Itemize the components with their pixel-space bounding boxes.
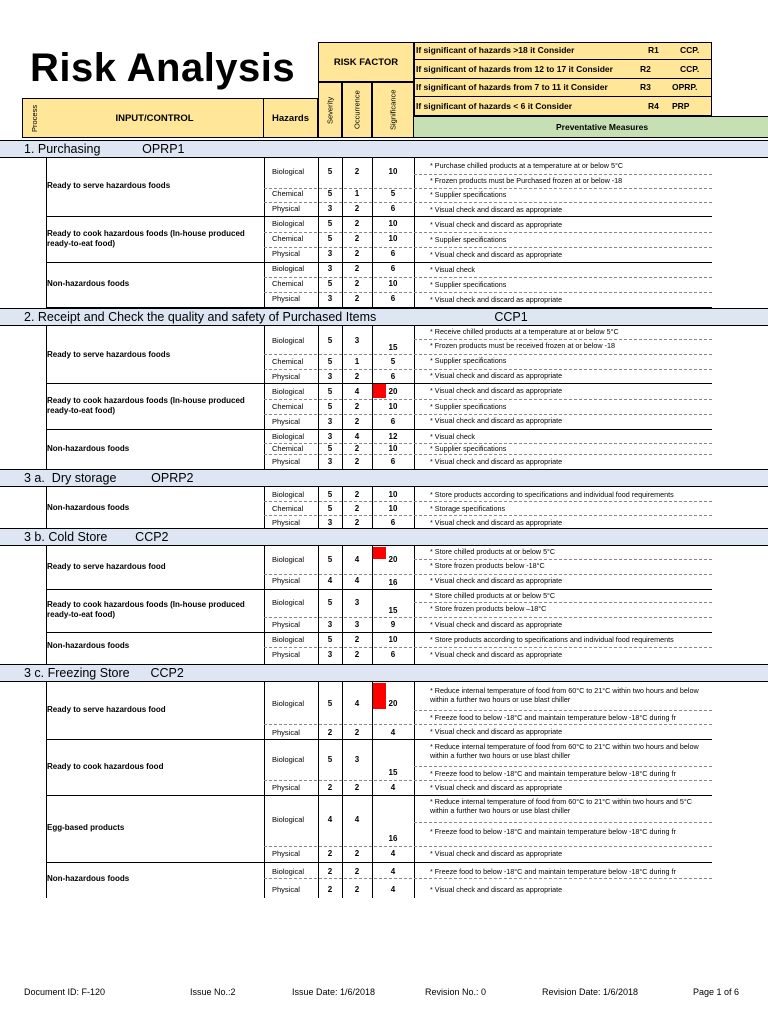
measure-text: * Store frozen products below -18°C [430, 561, 545, 570]
col-hazards: Hazards [264, 98, 318, 138]
severity-value: 3 [327, 518, 333, 527]
hazard-label: Physical [272, 620, 300, 629]
measure-text: * Reduce internal temperature of food from 60°C to 21°C within two hours and 5°C within a further two hours or use blast chiller [430, 797, 692, 815]
rule-text: If significant of hazards from 12 to 17 it Consider [416, 64, 613, 74]
rule-row-2 [414, 60, 712, 79]
measure-text: * Visual check and discard as appropriate [430, 783, 563, 792]
col-occurrence: Occurrence [342, 82, 372, 138]
occurrence-value: 2 [354, 372, 360, 381]
row-divider [264, 501, 712, 502]
significance-value: 20 [388, 699, 398, 708]
group-divider [46, 589, 712, 590]
hazard-label: Physical [272, 417, 300, 426]
significance-value: 10 [388, 219, 398, 228]
hazard-label: Biological [272, 336, 305, 345]
severity-value: 2 [327, 849, 333, 858]
occurrence-value: 4 [354, 699, 360, 708]
measure-text: * Freeze food to below -18°C and maintain temperature below -18°C during fr [430, 769, 676, 778]
preventative-header: Preventative Measures [414, 116, 768, 138]
occurrence-value: 2 [354, 650, 360, 659]
measure-text: * Freeze food to below -18°C and maintain temperature below -18°C during fr [430, 827, 676, 836]
hazard-label: Physical [272, 885, 300, 894]
rule-type: PRP [672, 101, 690, 111]
section-title-dry-storage: 3 a. Dry storage OPRP2 [24, 471, 194, 485]
occurrence-value: 2 [354, 294, 360, 303]
group-label: Non-hazardous foods [47, 503, 130, 512]
significance-value: 6 [390, 518, 396, 527]
row-divider [264, 454, 712, 455]
occurrence-value: 4 [354, 815, 360, 824]
occurrence-value: 2 [354, 518, 360, 527]
row-divider [264, 292, 712, 293]
group-label: Ready to cook hazardous foods (In-house produced ready-to-eat food) [47, 396, 245, 415]
measure-text: * Purchase chilled products at a temperature at or below 5°C [430, 161, 624, 170]
rule-text: If significant of hazards >18 it Consider [416, 45, 575, 55]
section-bottom [46, 307, 712, 308]
group-label: Ready to cook hazardous foods (In-house produced ready-to-eat food) [47, 229, 245, 248]
hazard-label: Biological [272, 387, 305, 396]
severity-value: 5 [327, 504, 333, 513]
footer-revision-date: Revision Date: 1/6/2018 [542, 987, 639, 997]
group-divider [46, 862, 712, 863]
measure-text: * Frozen products must be received frozen at or below -18 [430, 341, 615, 350]
group-divider [46, 795, 712, 796]
group-label: Non-hazardous foods [47, 279, 130, 288]
severity-value: 3 [327, 264, 333, 273]
group-divider [46, 739, 712, 740]
measure-text: * Visual check and discard as appropriate [430, 885, 563, 894]
severity-value: 5 [327, 755, 333, 764]
section-3b-body [0, 546, 768, 664]
severity-value: 3 [327, 372, 333, 381]
group-divider [46, 632, 712, 633]
rule-code: R3 [640, 82, 651, 92]
footer-document-id: Document ID: F-120 [24, 987, 106, 997]
hazard-label: Physical [272, 457, 300, 466]
measure-text: * Frozen products must be Purchased frozen at or below -18 [430, 176, 623, 185]
measure-text: * Supplier specifications [430, 235, 507, 244]
measure-text: * Visual check and discard as appropriate [430, 518, 563, 527]
significance-value: 15 [388, 343, 398, 352]
group-divider [46, 429, 712, 430]
col-line [414, 487, 415, 528]
severity-value: 5 [327, 189, 333, 198]
rule-type: CCP. [680, 45, 700, 55]
occurrence-value: 2 [354, 219, 360, 228]
severity-value: 2 [327, 728, 333, 737]
significance-value: 5 [390, 357, 396, 366]
group-label: Ready to serve hazardous food [47, 705, 166, 714]
section-1-body [0, 158, 768, 308]
section-3c-body [0, 682, 768, 898]
occurrence-value: 2 [354, 234, 360, 243]
row-divider [264, 647, 712, 648]
row-divider [414, 602, 712, 603]
row-divider [414, 822, 712, 823]
occurrence-value: 4 [354, 576, 360, 585]
col-significance: Significance [372, 82, 414, 138]
row-divider [264, 724, 712, 725]
hazard-label: Chemical [272, 357, 304, 366]
severity-value: 2 [327, 783, 333, 792]
row-divider [264, 574, 712, 575]
occurrence-value: 2 [354, 417, 360, 426]
row-divider [264, 878, 712, 879]
measure-text: * Visual check and discard as appropriate [430, 295, 563, 304]
severity-value: 5 [327, 555, 333, 564]
severity-value: 5 [327, 598, 333, 607]
severity-value: 5 [327, 635, 333, 644]
measure-text: * Visual check [430, 265, 476, 274]
occurrence-value: 4 [354, 432, 360, 441]
occurrence-value: 1 [354, 357, 360, 366]
measure-text: * Visual check and discard as appropriate [430, 416, 563, 425]
severity-value: 5 [327, 219, 333, 228]
significance-value: 4 [390, 728, 396, 737]
col-severity: Severity [318, 82, 342, 138]
significance-value: 6 [390, 294, 396, 303]
severity-value: 3 [327, 650, 333, 659]
measure-text: * Visual check [430, 432, 476, 441]
row-divider [264, 202, 712, 203]
measure-text: * Visual check and discard as appropriate [430, 250, 563, 259]
occurrence-value: 2 [354, 402, 360, 411]
occurrence-value: 3 [354, 755, 360, 764]
measure-text: * Visual check and discard as appropriate [430, 205, 563, 214]
row-divider [264, 369, 712, 370]
measure-text: * Visual check and discard as appropriate [430, 727, 563, 736]
measure-text: * Storage specifications [430, 504, 506, 513]
section-title-purchasing: 1. Purchasing OPRP1 [24, 142, 185, 156]
rule-row-4 [414, 97, 712, 116]
hazard-label: Physical [272, 849, 300, 858]
page-title: Risk Analysis [30, 46, 296, 90]
measure-text: * Supplier specifications [430, 402, 507, 411]
hazard-label: Chemical [272, 444, 304, 453]
hazard-label: Biological [272, 219, 305, 228]
row-divider [264, 399, 712, 400]
severity-value: 5 [327, 234, 333, 243]
col-line [264, 682, 265, 898]
occurrence-value: 1 [354, 189, 360, 198]
significance-value: 6 [390, 264, 396, 273]
hazard-label: Physical [272, 204, 300, 213]
significance-value: 6 [390, 417, 396, 426]
row-divider [414, 174, 712, 175]
significance-value: 15 [388, 606, 398, 615]
significance-value: 4 [390, 867, 396, 876]
severity-value: 5 [327, 357, 333, 366]
severity-value: 4 [327, 815, 333, 824]
hazard-label: Biological [272, 555, 305, 564]
row-divider [264, 354, 712, 355]
hazard-label: Physical [272, 576, 300, 585]
measure-text: * Visual check and discard as appropriate [430, 576, 563, 585]
measure-text: * Freeze food to below -18°C and maintain temperature below -18°C during fr [430, 867, 676, 876]
rule-type: CCP. [680, 64, 700, 74]
severity-value: 5 [327, 444, 333, 453]
measure-text: * Visual check and discard as appropriate [430, 849, 563, 858]
col-line [264, 326, 265, 469]
hazard-label: Physical [272, 372, 300, 381]
group-label: Non-hazardous foods [47, 641, 130, 650]
measure-text: * Store frozen products below –18°C [430, 604, 547, 613]
occurrence-value: 4 [354, 555, 360, 564]
significance-value: 15 [388, 768, 398, 777]
group-label: Ready to serve hazardous food [47, 562, 166, 571]
footer-issue-no: Issue No.:2 [190, 987, 236, 997]
severity-value: 5 [327, 336, 333, 345]
footer-issue-date: Issue Date: 1/6/2018 [292, 987, 376, 997]
hazard-label: Biological [272, 755, 305, 764]
significance-value: 4 [390, 885, 396, 894]
hazard-label: Physical [272, 728, 300, 737]
hazard-label: Physical [272, 650, 300, 659]
severity-value: 4 [327, 576, 333, 585]
row-divider [414, 559, 712, 560]
hazard-label: Biological [272, 167, 305, 176]
group-label: Egg-based products [47, 823, 125, 832]
severity-value: 2 [327, 885, 333, 894]
significance-value: 4 [390, 783, 396, 792]
occurrence-value: 2 [354, 728, 360, 737]
significance-value: 10 [388, 234, 398, 243]
occurrence-value: 2 [354, 167, 360, 176]
hazard-label: Physical [272, 783, 300, 792]
section-3a-body [0, 487, 768, 528]
row-divider [264, 515, 712, 516]
section-title-cold-store: 3 b. Cold Store CCP2 [24, 530, 169, 544]
occurrence-value: 2 [354, 249, 360, 258]
occurrence-value: 4 [354, 387, 360, 396]
measure-text: * Visual check and discard as appropriate [430, 620, 563, 629]
severity-value: 5 [327, 279, 333, 288]
significance-value: 20 [388, 555, 398, 564]
occurrence-value: 2 [354, 504, 360, 513]
significance-value: 9 [390, 620, 396, 629]
hazard-label: Physical [272, 294, 300, 303]
severity-value: 5 [327, 402, 333, 411]
significance-value: 10 [388, 504, 398, 513]
row-divider [264, 846, 712, 847]
occurrence-value: 2 [354, 457, 360, 466]
col-line [264, 487, 265, 528]
measure-text: * Visual check and discard as appropriate [430, 220, 563, 229]
severity-value: 5 [327, 490, 333, 499]
hazard-label: Chemical [272, 279, 304, 288]
significance-value: 10 [388, 490, 398, 499]
hazard-label: Biological [272, 635, 305, 644]
measure-text: * Visual check and discard as appropriate [430, 386, 563, 395]
occurrence-value: 2 [354, 635, 360, 644]
group-label: Ready to cook hazardous food [47, 762, 164, 771]
measure-text: * Visual check and discard as appropriate [430, 457, 563, 466]
hazard-label: Biological [272, 867, 305, 876]
group-label: Ready to cook hazardous foods (In-house produced ready-to-eat food) [47, 600, 245, 619]
col-process: Process [22, 98, 46, 138]
hazard-label: Chemical [272, 189, 304, 198]
severity-value: 3 [327, 249, 333, 258]
significance-value: 6 [390, 457, 396, 466]
measure-text: * Supplier specifications [430, 190, 507, 199]
row-divider [264, 277, 712, 278]
severity-value: 5 [327, 699, 333, 708]
group-divider [46, 216, 712, 217]
severity-value: 2 [327, 867, 333, 876]
section-title-receipt: 2. Receipt and Check the quality and safety of Purchased Items CCP1 [24, 310, 528, 324]
occurrence-value: 3 [354, 336, 360, 345]
significance-value: 10 [388, 167, 398, 176]
col-line [414, 682, 415, 898]
severity-value: 3 [327, 457, 333, 466]
rule-text: If significant of hazards from 7 to 11 it Consider [416, 82, 608, 92]
col-line [264, 158, 265, 308]
significance-value: 10 [388, 402, 398, 411]
hazard-label: Biological [272, 264, 305, 273]
occurrence-value: 3 [354, 598, 360, 607]
severity-value: 5 [327, 387, 333, 396]
col-line [414, 326, 415, 469]
hazard-label: Biological [272, 490, 305, 499]
occurrence-value: 2 [354, 444, 360, 453]
group-label: Non-hazardous foods [47, 874, 130, 883]
footer-revision-no: Revision No.: 0 [425, 987, 487, 997]
significance-value: 20 [388, 387, 398, 396]
significance-value: 16 [388, 834, 398, 843]
measure-text: * Store chilled products at or below 5°C [430, 547, 556, 556]
rule-row-3 [414, 79, 712, 97]
measure-text: * Visual check and discard as appropriate [430, 650, 563, 659]
measure-text: * Reduce internal temperature of food from 60°C to 21°C within two hours and below within a further two hours or use blast chiller [430, 742, 699, 760]
occurrence-value: 2 [354, 204, 360, 213]
section-2-body [0, 326, 768, 469]
severity-value: 3 [327, 432, 333, 441]
row-divider [414, 339, 712, 340]
row-divider [264, 232, 712, 233]
severity-value: 3 [327, 417, 333, 426]
rule-row-1 [414, 42, 712, 60]
col-line [414, 158, 415, 308]
hazard-label: Chemical [272, 402, 304, 411]
measure-text: * Store chilled products at or below 5°C [430, 591, 556, 600]
hazard-label: Biological [272, 699, 305, 708]
group-divider [46, 262, 712, 263]
col-input: INPUT/CONTROL [46, 98, 264, 138]
significance-value: 10 [388, 279, 398, 288]
footer-page-number: Page 1 of 6 [693, 987, 740, 997]
hazard-label: Chemical [272, 504, 304, 513]
group-label: Non-hazardous foods [47, 444, 130, 453]
occurrence-value: 2 [354, 490, 360, 499]
row-divider [264, 780, 712, 781]
occurrence-value: 2 [354, 885, 360, 894]
measure-text: * Supplier specifications [430, 280, 507, 289]
hazard-label: Biological [272, 815, 305, 824]
risk-factor-label: RISK FACTOR [333, 56, 399, 68]
hazard-label: Chemical [272, 234, 304, 243]
significance-value: 16 [388, 578, 398, 587]
group-label: Ready to serve hazardous foods [47, 350, 171, 359]
row-divider [414, 766, 712, 767]
risk-factor-header [318, 42, 414, 82]
row-divider [264, 414, 712, 415]
occurrence-value: 2 [354, 279, 360, 288]
significance-value: 6 [390, 650, 396, 659]
rule-code: R4 [648, 101, 659, 111]
occurrence-value: 2 [354, 783, 360, 792]
measure-text: * Freeze food to below -18°C and maintain temperature below -18°C during fr [430, 713, 676, 722]
measure-text: * Store products according to specifications and individual food requirements [430, 635, 674, 644]
rule-code: R2 [640, 64, 651, 74]
significance-value: 4 [390, 849, 396, 858]
rule-code: R1 [648, 45, 659, 55]
row-divider [264, 247, 712, 248]
row-divider [414, 710, 712, 711]
hazard-label: Biological [272, 432, 305, 441]
group-label: Ready to serve hazardous foods [47, 181, 171, 190]
row-divider [264, 617, 712, 618]
measure-text: * Supplier specifications [430, 356, 507, 365]
occurrence-value: 2 [354, 867, 360, 876]
significance-value: 6 [390, 372, 396, 381]
significance-value: 12 [388, 432, 398, 441]
severity-value: 3 [327, 204, 333, 213]
significance-value: 10 [388, 444, 398, 453]
significance-value: 6 [390, 204, 396, 213]
measure-text: * Store products according to specifications and individual food requirements [430, 490, 674, 499]
severity-value: 5 [327, 167, 333, 176]
severity-value: 3 [327, 294, 333, 303]
rule-type: OPRP. [672, 82, 698, 92]
significance-value: 10 [388, 635, 398, 644]
rule-text: If significant of hazards < 6 it Consider [416, 101, 573, 111]
occurrence-value: 2 [354, 264, 360, 273]
measure-text: * Receive chilled products at a temperature at or below 5°C [430, 327, 619, 336]
significance-value: 5 [390, 189, 396, 198]
occurrence-value: 3 [354, 620, 360, 629]
significance-value: 6 [390, 249, 396, 258]
hazard-label: Biological [272, 598, 305, 607]
measure-text: * Reduce internal temperature of food from 60°C to 21°C within two hours and below within a further two hours or use blast chiller [430, 686, 699, 704]
hazard-label: Physical [272, 518, 300, 527]
severity-value: 3 [327, 620, 333, 629]
section-title-freezing-store: 3 c. Freezing Store CCP2 [24, 666, 184, 680]
measure-text: * Supplier specifications [430, 444, 507, 453]
occurrence-value: 2 [354, 849, 360, 858]
measure-text: * Visual check and discard as appropriate [430, 371, 563, 380]
hazard-label: Physical [272, 249, 300, 258]
